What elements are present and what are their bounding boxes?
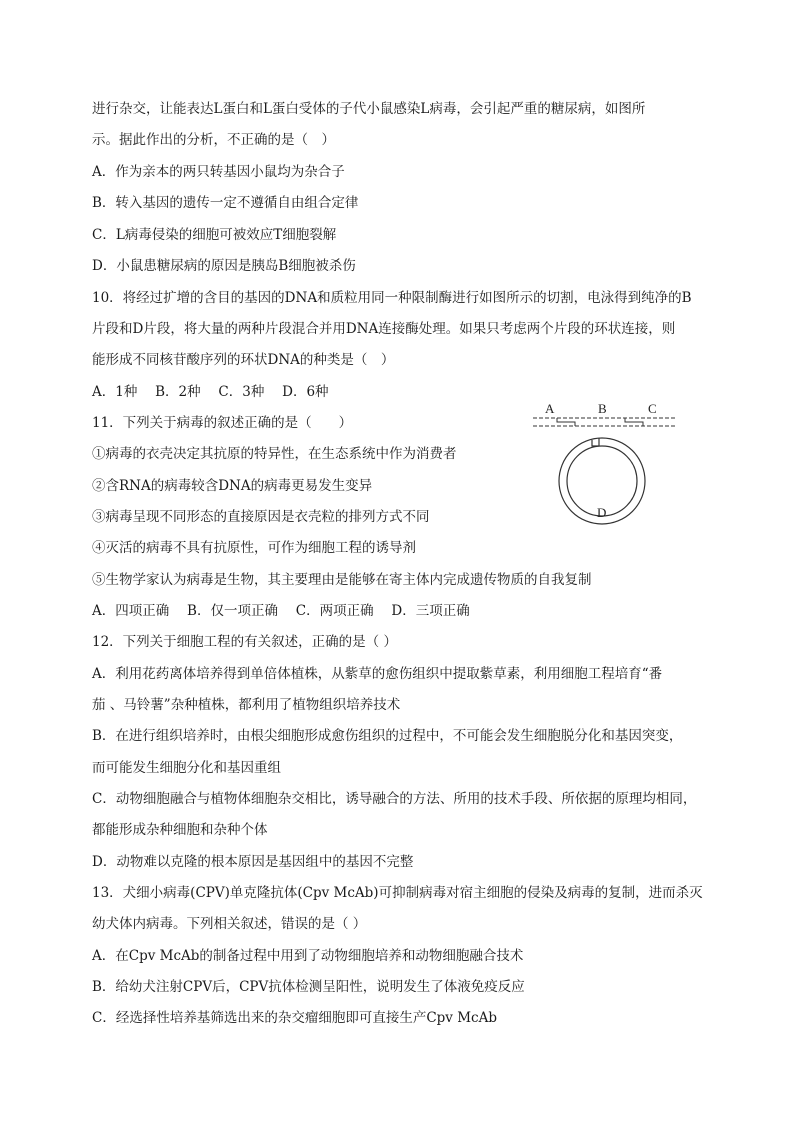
q11-statement-5: ⑤生物学家认为病毒是生物，其主要理由是能够在寄主体内完成遗传物质的自我复制 xyxy=(92,572,592,588)
q11-stem: 11．下列关于病毒的叙述正确的是（ ） xyxy=(92,415,353,431)
q10-stem-line-3: 能形成不同核苷酸序列的环状DNA的种类是（ ） xyxy=(92,352,395,368)
q9-option-a: A．作为亲本的两只转基因小鼠均为杂合子 xyxy=(92,164,345,180)
label-b: B xyxy=(598,401,607,416)
q12-option-b-line-1: B．在进行组织培养时，由根尖细胞形成愈伤组织的过程中，不可能会发生细胞脱分化和基因突变， xyxy=(92,728,683,744)
q11-statement-1: ①病毒的衣壳决定其抗原的特异性，在生态系统中作为消费者 xyxy=(92,446,457,462)
q12-option-a-line-2: 茄 、马铃薯”杂种植株，都利用了植物组织培养技术 xyxy=(92,697,401,713)
q13-option-a: A．在Cpv McAb的制备过程中用到了动物细胞培养和动物细胞融合技术 xyxy=(92,948,524,964)
q12-stem: 12．下列关于细胞工程的有关叙述，正确的是（ ） xyxy=(92,634,397,650)
q9-option-c: C．L病毒侵染的细胞可被效应T细胞裂解 xyxy=(92,227,337,243)
q13-stem-line-2: 幼犬体内病毒。下列相关叙述，错误的是（ ） xyxy=(92,916,367,932)
q9-stem-line-1: 进行杂交，让能表达L蛋白和L蛋白受体的子代小鼠感染L病毒，会引起严重的糖尿病，如图所 xyxy=(92,101,646,117)
q10-stem-line-1: 10．将经过扩增的含目的基因的DNA和质粒用同一种限制酶进行如图所示的切割，电泳得到纯净的B xyxy=(92,290,692,306)
q9-option-d: D．小鼠患糖尿病的原因是胰岛B细胞被杀伤 xyxy=(92,258,356,274)
q12-option-c-line-1: C．动物细胞融合与植物体细胞杂交相比，诱导融合的方法、所用的技术手段、所依据的原理均相同， xyxy=(92,791,697,807)
q10-options: A．1种 B．2种 C．3种 D．6种 xyxy=(92,384,329,400)
q13-stem-line-1: 13．犬细小病毒(CPV)单克隆抗体(Cpv McAb)可抑制病毒对宿主细胞的侵染及病毒的复制，进而杀灭 xyxy=(92,885,703,901)
q11-statement-3: ③病毒呈现不同形态的直接原因是衣壳粒的排列方式不同 xyxy=(92,509,430,525)
q9-option-b: B．转入基因的遗传一定不遵循自由组合定律 xyxy=(92,195,359,211)
q12-option-b-line-2: 而可能发生细胞分化和基因重组 xyxy=(92,760,281,776)
linear-dna-strands xyxy=(533,418,677,426)
q12-option-a-line-1: A．利用花药离体培养得到单倍体植株，从紫草的愈伤组织中提取紫草素，利用细胞工程培育“番 xyxy=(92,666,663,682)
q10-stem-line-2: 片段和D片段，将大量的两种片段混合并用DNA连接酶处理。如果只考虑两个片段的环状连接，则 xyxy=(92,321,676,337)
q13-option-c: C．经选择性培养基筛选出来的杂交瘤细胞即可直接生产Cpv McAb xyxy=(92,1010,497,1026)
label-a: A xyxy=(545,401,555,416)
q9-stem-line-2: 示。据此作出的分析，不正确的是（ ） xyxy=(92,132,335,148)
q11-statement-2: ②含RNA的病毒较含DNA的病毒更易发生变异 xyxy=(92,478,373,494)
label-d: D xyxy=(597,505,607,520)
q13-option-b: B．给幼犬注射CPV后，CPV抗体检测呈阳性，说明发生了体液免疫反应 xyxy=(92,979,525,995)
q12-option-d: D．动物难以克隆的根本原因是基因组中的基因不完整 xyxy=(92,854,414,870)
q11-statement-4: ④灭活的病毒不具有抗原性，可作为细胞工程的诱导剂 xyxy=(92,540,416,556)
dna-cut-figure xyxy=(527,398,687,533)
dna-cut-diagram xyxy=(527,398,687,533)
q11-options: A．四项正确 B．仅一项正确 C．两项正确 D．三项正确 xyxy=(92,603,470,619)
label-c: C xyxy=(648,401,657,416)
q12-option-c-line-2: 都能形成杂种细胞和杂种个体 xyxy=(92,822,268,838)
